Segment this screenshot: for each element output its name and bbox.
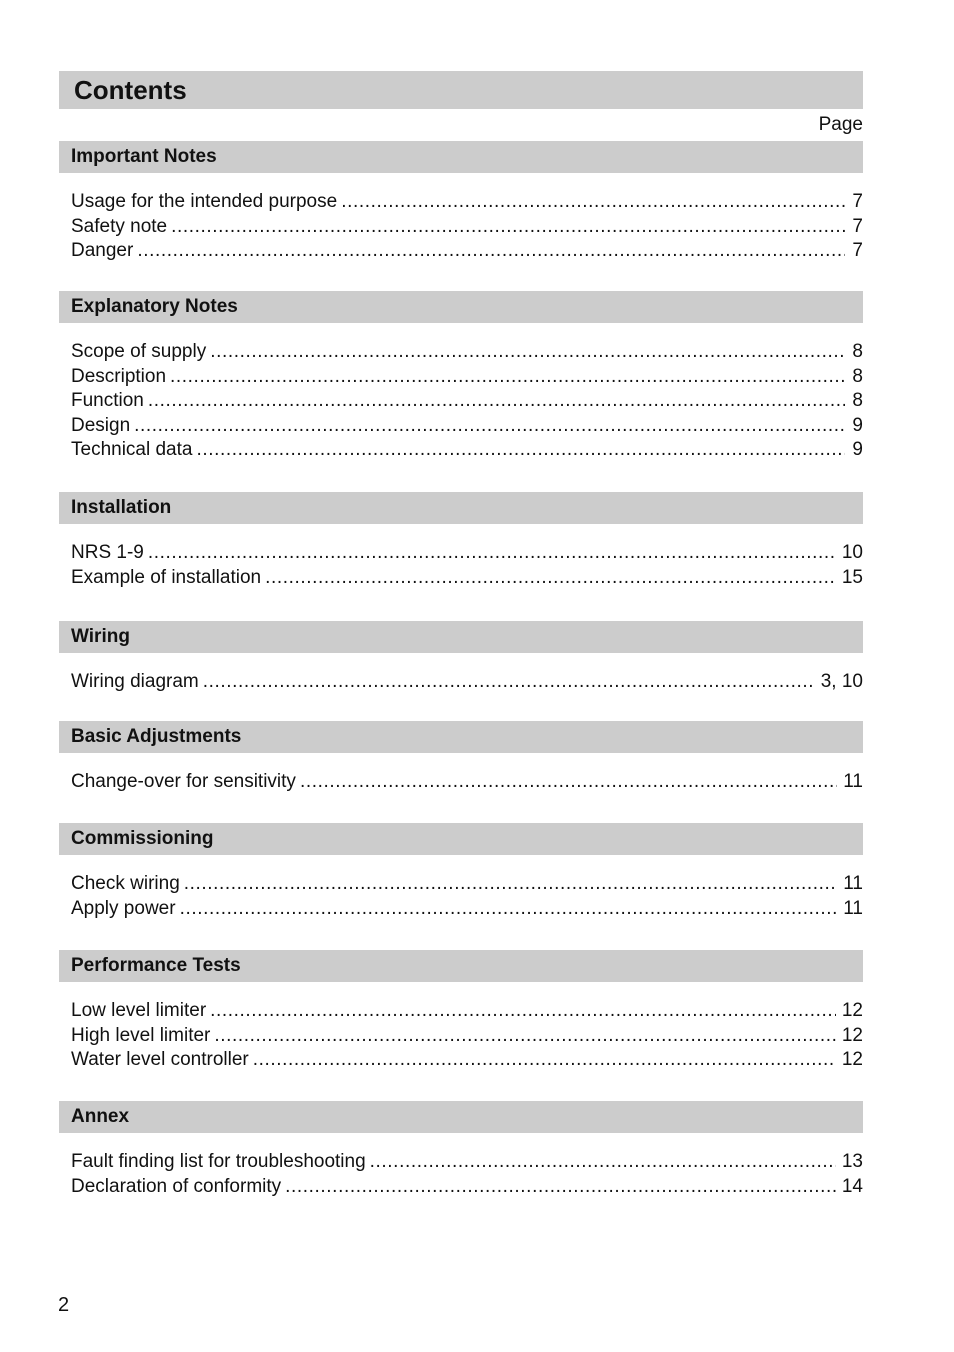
dot-leader	[341, 190, 845, 215]
toc-entry[interactable]	[59, 438, 863, 463]
section-heading: Basic Adjustments	[59, 721, 863, 753]
entry-label: Technical data	[71, 439, 193, 461]
toc-entry[interactable]	[59, 1175, 863, 1200]
entry-page-number: 14	[841, 1175, 863, 1197]
toc-entry[interactable]	[59, 670, 863, 695]
entry-label: High level limiter	[71, 1024, 211, 1046]
entry-page-number: 12	[841, 1000, 863, 1021]
toc-section	[59, 823, 863, 921]
entry-label: Design	[71, 414, 131, 436]
entry-page-number: 8	[852, 341, 863, 362]
toc-entry[interactable]	[59, 190, 863, 215]
entry-page-number: 11	[843, 873, 863, 894]
dot-leader	[171, 215, 845, 240]
entry-label: Fault finding list for troubleshooting	[71, 1151, 366, 1172]
dot-leader	[370, 1150, 836, 1175]
entry-page-number: 10	[841, 542, 863, 563]
toc-entry[interactable]	[59, 340, 863, 365]
entry-page-number: 7	[852, 191, 863, 212]
toc-entry[interactable]	[59, 872, 863, 897]
toc-section	[59, 721, 863, 795]
entry-page-number: 11	[843, 897, 863, 919]
section-heading: Performance Tests	[59, 950, 863, 982]
toc-section	[59, 141, 863, 264]
dot-leader	[210, 999, 836, 1024]
entry-label: Description	[71, 365, 167, 387]
entry-label: Usage for the intended purpose	[71, 191, 338, 212]
section-entries	[59, 753, 863, 795]
page-number: 2	[58, 1294, 70, 1316]
dot-leader	[214, 1024, 835, 1049]
entry-label: NRS 1-9	[71, 542, 144, 563]
toc-section	[59, 1101, 863, 1199]
entry-label: Declaration of conformity	[71, 1175, 282, 1197]
section-heading: Annex	[59, 1101, 863, 1133]
toc-entry[interactable]	[59, 541, 863, 566]
entry-page-number: 8	[852, 390, 863, 412]
dot-leader	[137, 239, 845, 264]
section-entries	[59, 524, 863, 590]
entry-page-number: 11	[843, 771, 863, 792]
section-entries	[59, 1133, 863, 1199]
toc-entry[interactable]	[59, 365, 863, 390]
entry-page-number: 12	[841, 1024, 863, 1046]
entry-page-number: 13	[841, 1151, 863, 1172]
section-heading: Installation	[59, 492, 863, 524]
toc-entry[interactable]	[59, 414, 863, 439]
toc-entry[interactable]	[59, 215, 863, 240]
entry-label: Function	[71, 390, 144, 412]
dot-leader	[265, 566, 836, 591]
dot-leader	[148, 541, 836, 566]
toc-section	[59, 492, 863, 590]
entry-page-number: 3, 10	[820, 671, 863, 692]
section-entries	[59, 653, 863, 695]
toc-entry[interactable]	[59, 566, 863, 591]
toc-entry[interactable]	[59, 999, 863, 1024]
entry-page-number: 9	[852, 414, 863, 436]
section-entries	[59, 323, 863, 463]
entry-label: Change-over for sensitivity	[71, 771, 296, 792]
section-heading: Explanatory Notes	[59, 291, 863, 323]
section-heading: Wiring	[59, 621, 863, 653]
toc-entry[interactable]	[59, 897, 863, 922]
toc-entry[interactable]	[59, 1048, 863, 1073]
dot-leader	[253, 1048, 836, 1073]
entry-page-number: 8	[852, 365, 863, 387]
entry-label: Example of installation	[71, 566, 262, 588]
entry-label: Wiring diagram	[71, 671, 199, 692]
title-bar	[59, 71, 863, 109]
entry-label: Water level controller	[71, 1049, 249, 1071]
page-title: Contents	[74, 75, 187, 105]
entry-page-number: 12	[841, 1049, 863, 1071]
entry-page-number: 15	[841, 566, 863, 588]
toc-entry[interactable]	[59, 1150, 863, 1175]
section-entries	[59, 982, 863, 1073]
entry-page-number: 9	[852, 439, 863, 461]
dot-leader	[180, 897, 838, 922]
section-heading: Important Notes	[59, 141, 863, 173]
dot-leader	[300, 770, 837, 795]
page-column-label: Page	[818, 114, 863, 135]
entry-label: Check wiring	[71, 873, 180, 894]
toc-section	[59, 950, 863, 1073]
entry-page-number: 7	[852, 215, 863, 237]
toc-entry[interactable]	[59, 389, 863, 414]
toc-entry[interactable]	[59, 770, 863, 795]
dot-leader	[210, 340, 845, 365]
dot-leader	[285, 1175, 836, 1200]
dot-leader	[196, 438, 845, 463]
section-entries	[59, 855, 863, 921]
toc-entry[interactable]	[59, 239, 863, 264]
dot-leader	[134, 414, 845, 439]
toc-section	[59, 291, 863, 463]
entry-label: Danger	[71, 240, 134, 262]
dot-leader	[203, 670, 815, 695]
dot-leader	[184, 872, 838, 897]
entry-label: Low level limiter	[71, 1000, 207, 1021]
section-entries	[59, 173, 863, 264]
toc-section	[59, 621, 863, 695]
dot-leader	[170, 365, 845, 390]
contents-page	[59, 71, 863, 1197]
section-heading: Commissioning	[59, 823, 863, 855]
entry-page-number: 7	[852, 240, 863, 262]
toc-entry[interactable]	[59, 1024, 863, 1049]
entry-label: Apply power	[71, 897, 176, 919]
dot-leader	[148, 389, 845, 414]
entry-label: Safety note	[71, 215, 168, 237]
entry-label: Scope of supply	[71, 341, 207, 362]
